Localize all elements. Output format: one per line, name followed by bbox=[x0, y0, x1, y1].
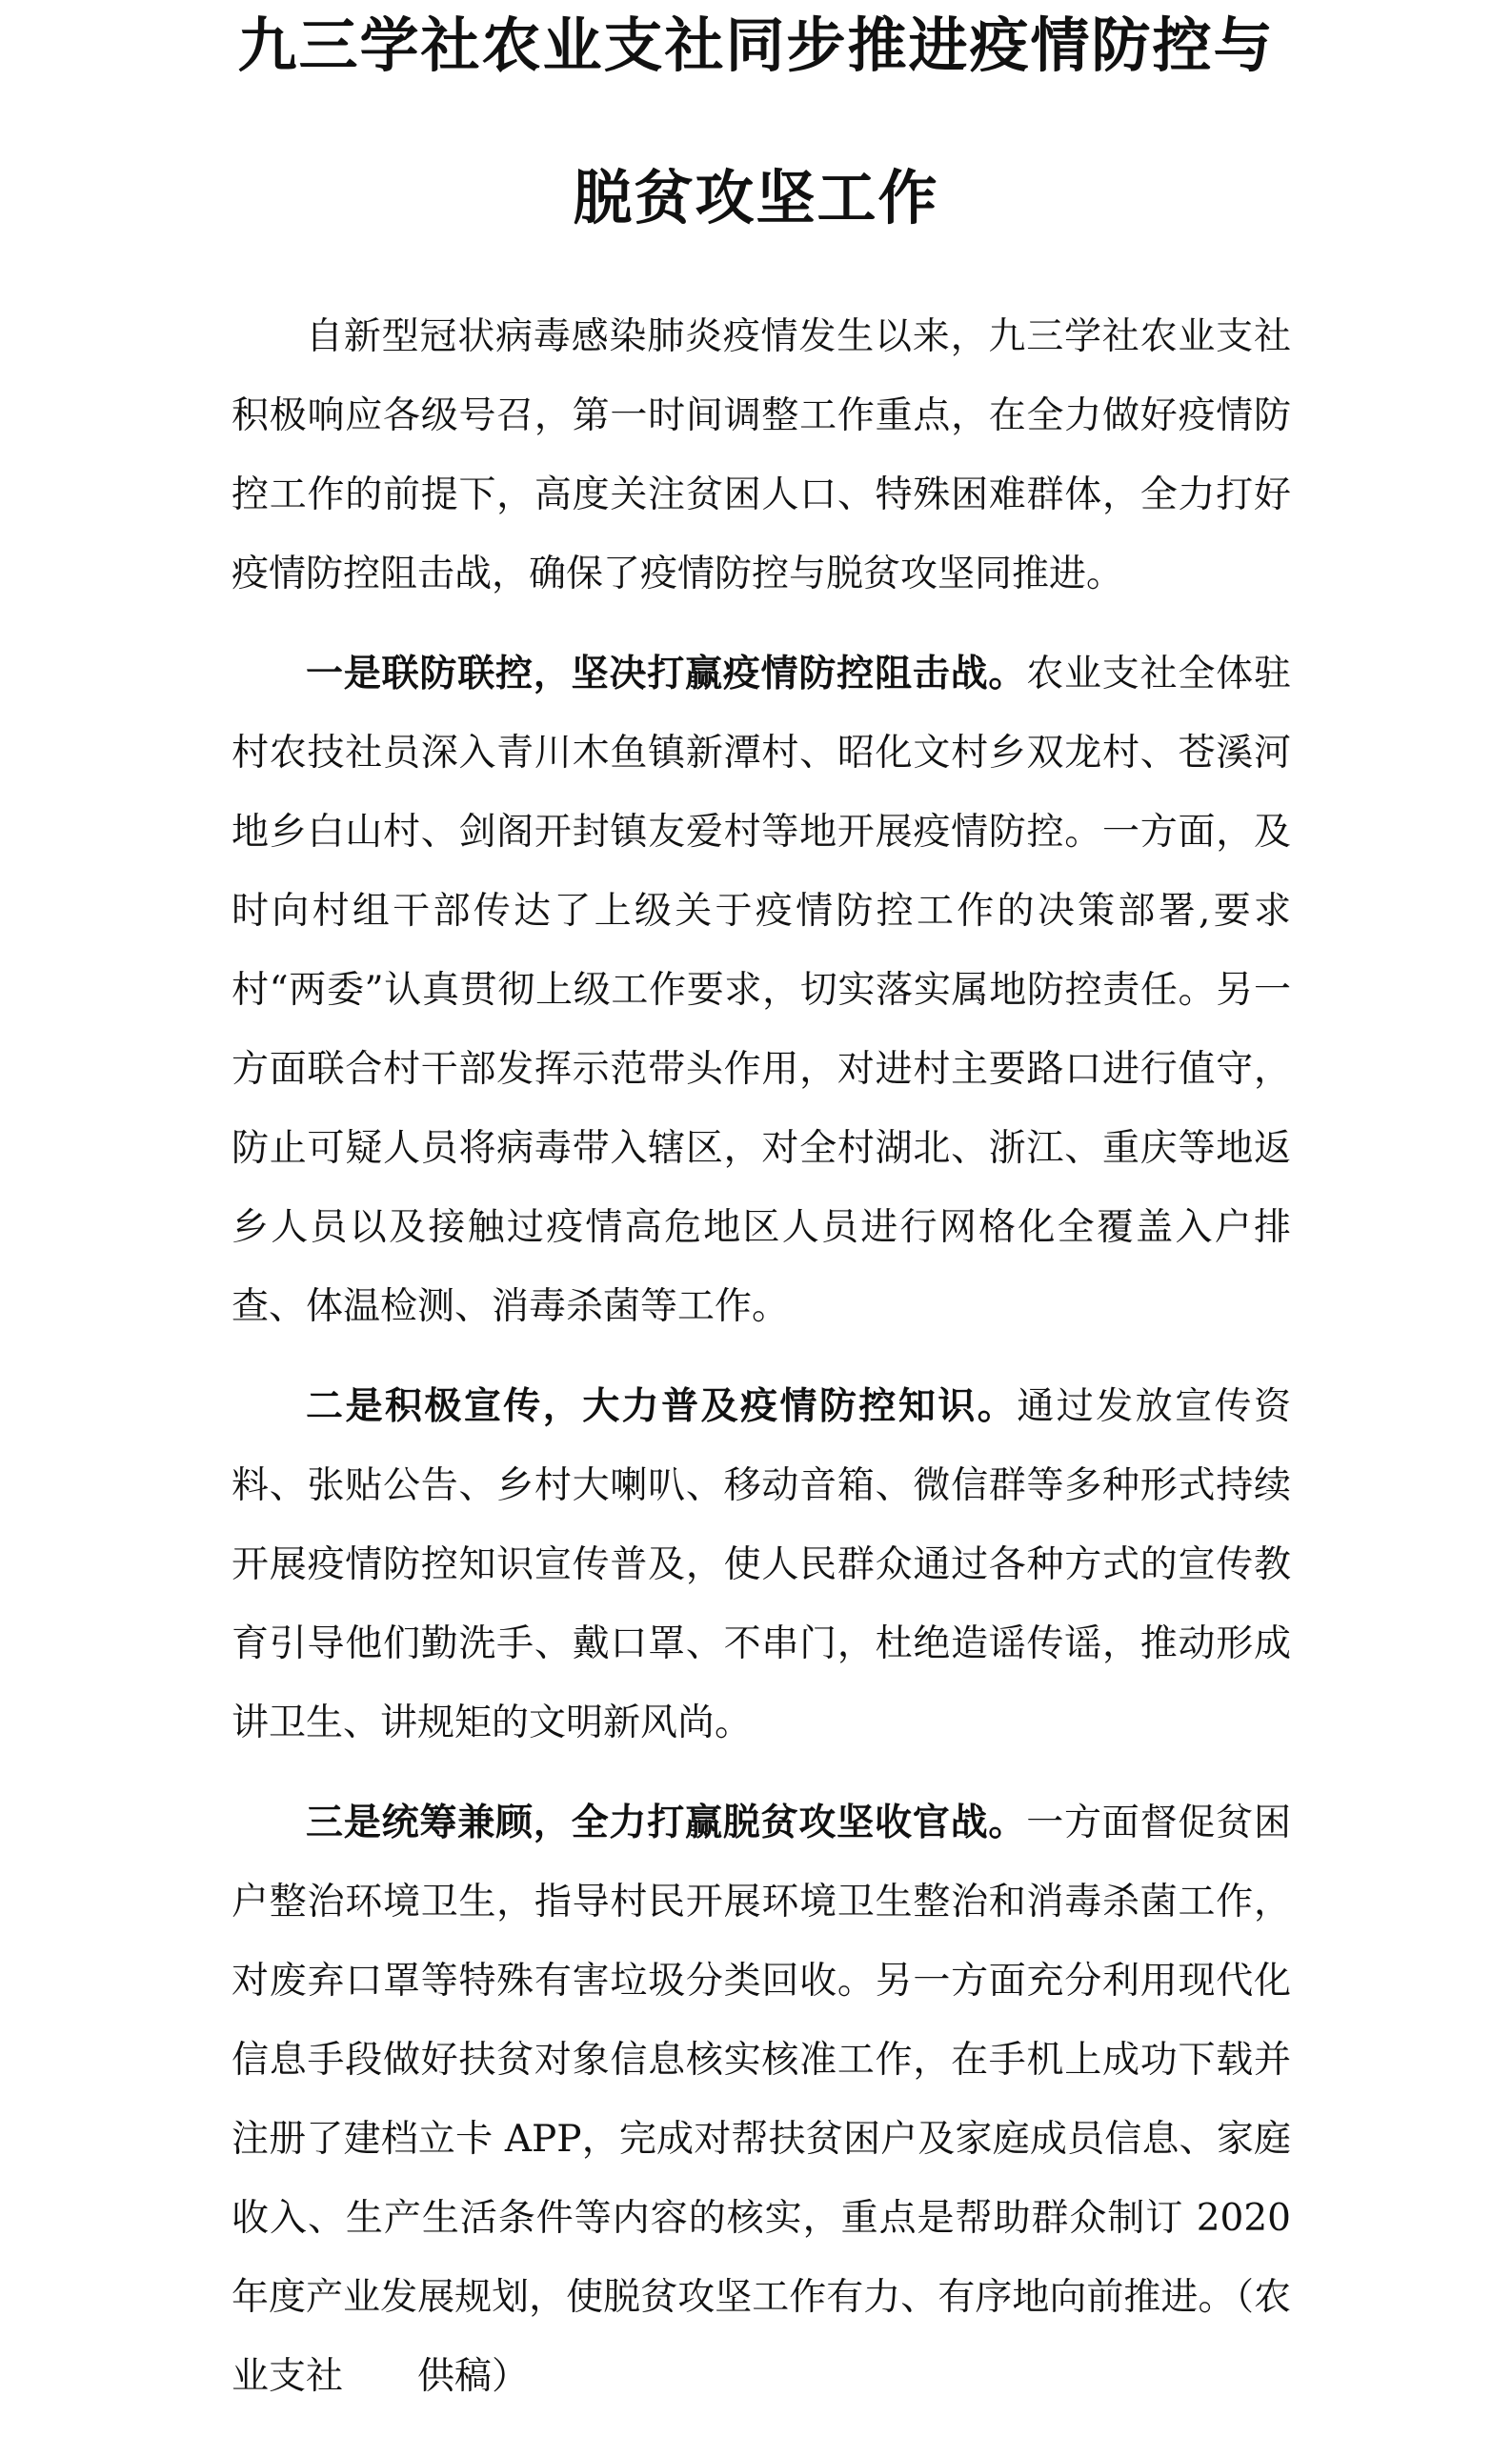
paragraph-lead: 一是联防联控，坚决打赢疫情防控阻击战。 bbox=[306, 652, 1027, 695]
document-body bbox=[232, 297, 1291, 2437]
paragraph-text: 一方面督促贫困户整治环境卫生，指导村民开展环境卫生整治和消毒杀菌工作，对废弃口罩等特殊有害垃圾分类回收。另一方面充分利用现代化信息手段做好扶贫对象信息核实核准工作，在手机上成功下载并注册了建档立卡 APP，完成对帮扶贫困户及家庭成员信息、家庭收入、生产生活条件等内容的核实，重点是帮助群众制订 2020 年度产业发展规划，使脱贫攻坚工作有力、有序地向前推进。（农业支社 bbox=[232, 1802, 1291, 2398]
paragraph-intro bbox=[232, 297, 1291, 614]
paragraph-lead: 二是积极宣传，大力普及疫情防控知识。 bbox=[306, 1384, 1018, 1428]
paragraph-text: 通过发放宣传资料、张贴公告、乡村大喇叭、移动音箱、微信群等多种形式持续开展疫情防控知识宣传普及，使人民群众通过各种方式的宣传教育引导他们勤洗手、戴口罩、不串门，杜绝造谣传谣，推动形成讲卫生、讲规矩的文明新风尚。 bbox=[232, 1385, 1291, 1744]
paragraph-point-1 bbox=[232, 634, 1291, 1346]
paragraph-text: 自新型冠状病毒感染肺炎疫情发生以来，九三学社农业支社积极响应各级号召，第一时间调整工作重点，在全力做好疫情防控工作的前提下，高度关注贫困人口、特殊困难群体，全力打好疫情防控阻击战，确保了疫情防控与脱贫攻坚同推进。 bbox=[232, 315, 1291, 595]
attribution-text: 供稿） bbox=[417, 2355, 530, 2398]
document-title-line-2: 脱贫攻坚工作 bbox=[573, 163, 939, 232]
document-title-line-1: 九三学社农业支社同步推进疫情防控与 bbox=[237, 10, 1275, 80]
paragraph-point-2 bbox=[232, 1367, 1291, 1762]
paragraph-lead: 三是统筹兼顾，全力打赢脱贫攻坚收官战。 bbox=[306, 1801, 1027, 1844]
paragraph-text: 农业支社全体驻村农技社员深入青川木鱼镇新潭村、昭化文村乡双龙村、苍溪河地乡白山村、剑阁开封镇友爱村等地开展疫情防控。一方面，及时向村组干部传达了上级关于疫情防控工作的决策部署,要求村“两委”认真贯彻上级工作要求，切实落实属地防控责任。另一方面联合村干部发挥示范带头作用，对进村主要路口进行值守，防止可疑人员将病毒带入辖区，对全村湖北、浙江、重庆等地返乡人员以及接触过疫情高危地区人员进行网格化全覆盖入户排查、体温检测、消毒杀菌等工作。 bbox=[232, 653, 1291, 1328]
paragraph-point-3 bbox=[232, 1783, 1291, 2416]
